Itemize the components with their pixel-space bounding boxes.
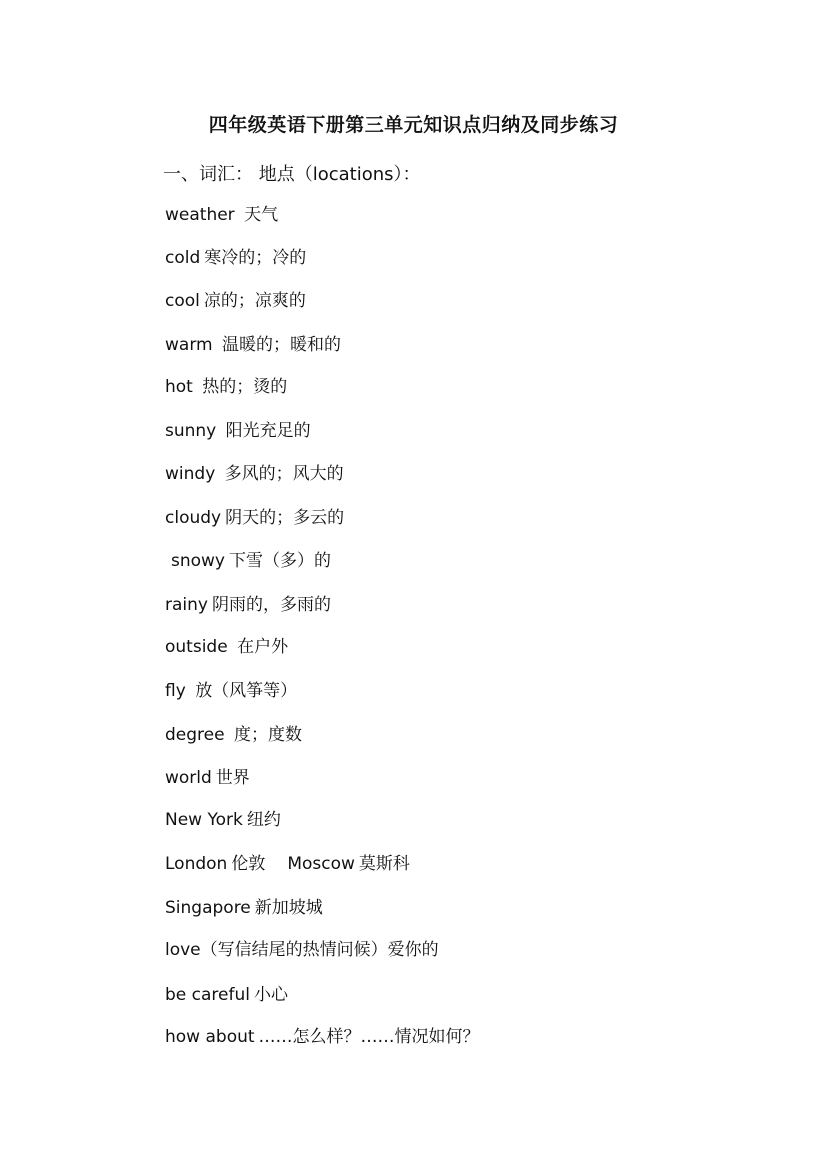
- vocab-chinese: 新加坡城: [254, 898, 323, 918]
- vocab-item: [171, 549, 331, 573]
- vocab-english: Moscow: [287, 854, 355, 874]
- vocab-item: [165, 246, 306, 270]
- vocab-chinese: 阴天的；多云的: [225, 508, 345, 528]
- vocab-english: snowy: [171, 551, 225, 571]
- vocab-item: [165, 593, 331, 617]
- vocab-english: New York: [165, 810, 243, 830]
- vocab-english: outside: [165, 637, 228, 657]
- vocab-item: [165, 506, 344, 530]
- vocab-chinese: 多风的；风大的: [224, 464, 344, 484]
- vocab-english: how about: [165, 1027, 255, 1047]
- vocab-english: windy: [165, 464, 216, 484]
- vocab-item: [165, 679, 297, 703]
- vocab-english: fly: [165, 681, 186, 701]
- vocab-chinese: 天气: [244, 205, 279, 225]
- vocab-chinese: 伦敦: [231, 854, 266, 874]
- vocab-english: love: [165, 940, 201, 960]
- vocab-chinese: 小心: [253, 985, 288, 1005]
- vocab-chinese: 热的；烫的: [202, 377, 288, 397]
- vocab-chinese: ……怎么样？……情况如何？: [258, 1027, 480, 1047]
- vocab-item: [165, 289, 306, 313]
- vocab-item: [165, 333, 341, 357]
- vocab-english: degree: [165, 725, 225, 745]
- vocab-chinese: 莫斯科: [358, 854, 410, 874]
- vocab-item: [165, 766, 250, 790]
- vocab-english: weather: [165, 205, 235, 225]
- vocab-english: hot: [165, 377, 193, 397]
- vocab-item: [165, 203, 278, 227]
- vocab-chinese: 世界: [215, 768, 250, 788]
- section-heading: 一、词汇： 地点（locations）：: [163, 164, 421, 185]
- vocab-chinese: 下雪（多）的: [229, 551, 331, 571]
- vocab-english: London: [165, 854, 228, 874]
- vocab-english: world: [165, 768, 212, 788]
- vocab-chinese: 温暖的；暖和的: [221, 335, 341, 355]
- vocab-chinese: （写信结尾的热情问候）爱你的: [200, 940, 439, 960]
- vocab-item: [165, 635, 288, 659]
- vocab-chinese: 在户外: [237, 637, 289, 657]
- vocab-chinese: 纽约: [246, 810, 281, 830]
- vocab-item: [165, 375, 287, 399]
- vocab-chinese: 寒冷的；冷的: [204, 248, 307, 268]
- vocab-english: sunny: [165, 421, 217, 441]
- vocab-english: warm: [165, 335, 213, 355]
- vocab-english: cold: [165, 248, 201, 268]
- vocab-chinese: 度；度数: [233, 725, 302, 745]
- vocab-item: [165, 852, 410, 876]
- vocab-chinese: 阳光充足的: [225, 421, 311, 441]
- vocab-chinese: 放（风筝等）: [195, 681, 298, 701]
- vocab-item: [165, 896, 323, 920]
- vocab-item: [165, 723, 302, 747]
- vocab-item: [165, 1025, 480, 1049]
- vocab-item: [165, 938, 439, 962]
- vocab-item: [165, 462, 344, 486]
- vocab-item: [165, 419, 311, 443]
- page-title: 四年级英语下册第三单元知识点归纳及同步练习: [208, 114, 619, 136]
- vocab-english: cloudy: [165, 508, 222, 528]
- vocab-english: cool: [165, 291, 200, 311]
- vocab-item: [165, 983, 288, 1007]
- vocab-english: Singapore: [165, 898, 251, 918]
- vocab-item: [165, 808, 281, 832]
- vocab-english: rainy: [165, 595, 208, 615]
- vocab-chinese: 凉的；凉爽的: [203, 291, 306, 311]
- vocab-english: be careful: [165, 985, 250, 1005]
- vocab-chinese: 阴雨的，多雨的: [211, 595, 331, 615]
